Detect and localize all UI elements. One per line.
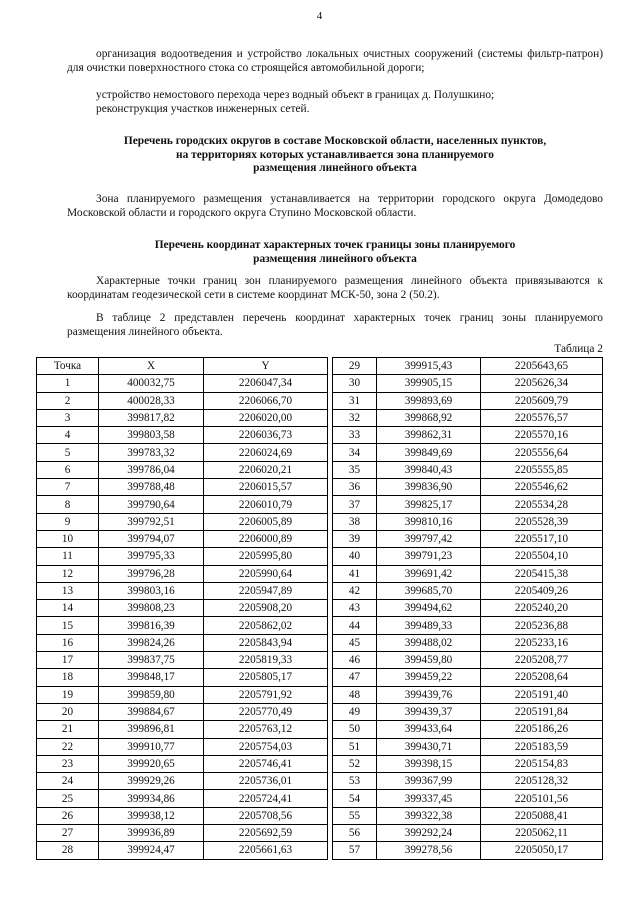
cell-x: 399433,64 [377,721,481,738]
table-row [333,634,603,651]
table-row [333,427,603,444]
cell-point: 35 [333,461,377,478]
cell-y: 2205409,26 [481,582,603,599]
table-row [37,617,328,634]
cell-point: 13 [37,582,99,599]
cell-point: 7 [37,479,99,496]
table-row [333,409,603,426]
table-row [333,652,603,669]
cell-x: 399685,70 [377,582,481,599]
cell-x: 399824,26 [99,634,204,651]
cell-x: 399934,86 [99,790,204,807]
cell-point: 42 [333,582,377,599]
cell-y: 2205191,84 [481,703,603,720]
cell-x: 399788,48 [99,479,204,496]
cell-y: 2205805,17 [204,669,328,686]
cell-y: 2205154,83 [481,755,603,772]
cell-point: 53 [333,773,377,790]
cell-x: 399494,62 [377,600,481,617]
cell-point: 27 [37,825,99,842]
cell-x: 399936,89 [99,825,204,842]
cell-y: 2205626,34 [481,375,603,392]
table-row [333,565,603,582]
table-row [37,825,328,842]
cell-y: 2206000,89 [204,530,328,547]
cell-x: 399816,39 [99,617,204,634]
cell-x: 399929,26 [99,773,204,790]
cell-y: 2205990,64 [204,565,328,582]
cell-point: 38 [333,513,377,530]
cell-x: 399786,04 [99,461,204,478]
cell-point: 44 [333,617,377,634]
cell-y: 2205770,49 [204,703,328,720]
cell-point: 41 [333,565,377,582]
cell-y: 2206010,79 [204,496,328,513]
table-row [37,652,328,669]
cell-point: 16 [37,634,99,651]
cell-x: 399920,65 [99,755,204,772]
cell-x: 399896,81 [99,721,204,738]
cell-x: 399868,92 [377,409,481,426]
table-row [37,807,328,824]
intro-item-drainage: организация водоотведения и устройство локальных очистных сооружений (системы фильтр-патрон) для очистки поверхностного стока со строящейся автомобильной дороги; [67,48,603,74]
cell-x: 399489,33 [377,617,481,634]
cell-y: 2205862,02 [204,617,328,634]
cell-y: 2205128,32 [481,773,603,790]
cell-point: 36 [333,479,377,496]
cell-point: 6 [37,461,99,478]
cell-point: 52 [333,755,377,772]
cell-y: 2205546,62 [481,479,603,496]
table-header-row [37,358,328,375]
table-row [333,358,603,375]
table-row [333,703,603,720]
cell-x: 399439,37 [377,703,481,720]
table-row [333,582,603,599]
table-row [333,686,603,703]
table-row [333,375,603,392]
cell-x: 399849,69 [377,444,481,461]
cell-y: 2205661,63 [204,842,328,859]
cell-point: 50 [333,721,377,738]
cell-y: 2205186,26 [481,721,603,738]
cell-point: 28 [37,842,99,859]
cell-y: 2205609,79 [481,392,603,409]
cell-y: 2206015,57 [204,479,328,496]
table-row [37,582,328,599]
table-row [37,842,328,859]
header-point: Точка [37,358,99,375]
table-row [37,427,328,444]
cell-point: 12 [37,565,99,582]
section2-paragraph-2: В таблице 2 представлен перечень координат характерных точек границ зоны планируемого размещения линейного объекта. [67,312,603,338]
cell-y: 2205843,94 [204,634,328,651]
cell-y: 2205947,89 [204,582,328,599]
table-row [333,738,603,755]
table-row [37,548,328,565]
cell-y: 2205528,39 [481,513,603,530]
cell-point: 39 [333,530,377,547]
cell-x: 399893,69 [377,392,481,409]
cell-point: 10 [37,530,99,547]
cell-point: 40 [333,548,377,565]
cell-point: 26 [37,807,99,824]
cell-x: 399797,42 [377,530,481,547]
table-row [333,461,603,478]
page-number: 4 [316,10,323,22]
cell-point: 2 [37,392,99,409]
cell-x: 399367,99 [377,773,481,790]
table-row [333,721,603,738]
cell-y: 2205555,85 [481,461,603,478]
cell-x: 399803,58 [99,427,204,444]
cell-y: 2205556,64 [481,444,603,461]
table-row [37,461,328,478]
cell-y: 2205708,56 [204,807,328,824]
cell-y: 2206047,34 [204,375,328,392]
cell-point: 32 [333,409,377,426]
cell-x: 399337,45 [377,790,481,807]
table-row [333,479,603,496]
cell-x: 399459,80 [377,652,481,669]
table-row [37,496,328,513]
cell-point: 20 [37,703,99,720]
cell-x: 399278,56 [377,842,481,859]
table-row [37,790,328,807]
table-row [333,669,603,686]
cell-x: 399292,24 [377,825,481,842]
cell-point: 5 [37,444,99,461]
cell-x: 399439,76 [377,686,481,703]
cell-point: 4 [37,427,99,444]
table-row [333,548,603,565]
table-row [333,825,603,842]
table-row [37,513,328,530]
table-row [37,755,328,772]
table-row [333,530,603,547]
cell-point: 14 [37,600,99,617]
cell-x: 399795,33 [99,548,204,565]
cell-x: 399915,43 [377,358,481,375]
table-row [37,686,328,703]
cell-y: 2205692,59 [204,825,328,842]
table-row [333,807,603,824]
cell-x: 399803,16 [99,582,204,599]
cell-y: 2205643,65 [481,358,603,375]
section1-heading-line: размещения линейного объекта [253,162,417,175]
cell-x: 399790,64 [99,496,204,513]
cell-y: 2206020,00 [204,409,328,426]
section1-text: Зона планируемого размещения устанавливается на территории городского округа Домодедово Московской области и городского округа Ступино Московской области. [67,193,603,219]
cell-y: 2205534,28 [481,496,603,513]
cell-x: 399840,43 [377,461,481,478]
table-row [37,565,328,582]
header-x: X [99,358,204,375]
section2-heading-line: размещения линейного объекта [253,252,417,265]
cell-point: 18 [37,669,99,686]
table-row [37,409,328,426]
cell-x: 399691,42 [377,565,481,582]
cell-point: 19 [37,686,99,703]
cell-y: 2205233,16 [481,634,603,651]
cell-point: 31 [333,392,377,409]
cell-x: 399792,51 [99,513,204,530]
cell-point: 1 [37,375,99,392]
cell-point: 54 [333,790,377,807]
cell-y: 2205050,17 [481,842,603,859]
table-row [333,842,603,859]
cell-y: 2206036,73 [204,427,328,444]
section2-paragraph-1: Характерные точки границ зон планируемого размещения линейного объекта привязываются к координатам геодезической сети в системе координат МСК-50, зона 2 (50.2). [67,275,603,301]
cell-x: 400032,75 [99,375,204,392]
cell-point: 11 [37,548,99,565]
cell-x: 400028,33 [99,392,204,409]
cell-y: 2205240,20 [481,600,603,617]
cell-x: 399783,32 [99,444,204,461]
table-row [333,513,603,530]
cell-x: 399862,31 [377,427,481,444]
cell-y: 2205908,20 [204,600,328,617]
cell-y: 2206024,69 [204,444,328,461]
table-row [333,773,603,790]
cell-point: 17 [37,652,99,669]
cell-point: 24 [37,773,99,790]
cell-x: 399796,28 [99,565,204,582]
cell-point: 29 [333,358,377,375]
table-caption: Таблица 2 [554,343,603,355]
table-row [37,444,328,461]
cell-point: 56 [333,825,377,842]
coordinates-table-left [36,357,328,860]
cell-y: 2205101,56 [481,790,603,807]
cell-point: 45 [333,634,377,651]
cell-y: 2205576,57 [481,409,603,426]
cell-y: 2205504,10 [481,548,603,565]
cell-y: 2205208,77 [481,652,603,669]
cell-point: 8 [37,496,99,513]
cell-point: 46 [333,652,377,669]
table-row [37,721,328,738]
cell-x: 399810,16 [377,513,481,530]
section2-heading [67,239,603,266]
cell-x: 399848,17 [99,669,204,686]
table-row [333,600,603,617]
cell-point: 30 [333,375,377,392]
table-row [333,444,603,461]
cell-x: 399924,47 [99,842,204,859]
cell-y: 2205736,01 [204,773,328,790]
cell-y: 2205763,12 [204,721,328,738]
cell-y: 2205415,38 [481,565,603,582]
cell-y: 2205570,16 [481,427,603,444]
table-row [333,392,603,409]
cell-point: 48 [333,686,377,703]
cell-x: 399430,71 [377,738,481,755]
cell-y: 2205791,92 [204,686,328,703]
cell-x: 399398,15 [377,755,481,772]
cell-x: 399808,23 [99,600,204,617]
cell-y: 2205995,80 [204,548,328,565]
cell-x: 399859,80 [99,686,204,703]
table-row [37,530,328,547]
cell-x: 399794,07 [99,530,204,547]
section1-heading-line: Перечень городских округов в составе Московской области, населенных пунктов, [123,135,547,147]
cell-point: 47 [333,669,377,686]
table-row [37,634,328,651]
table-row [37,773,328,790]
cell-x: 399938,12 [99,807,204,824]
cell-x: 399910,77 [99,738,204,755]
cell-y: 2205208,64 [481,669,603,686]
header-y: Y [204,358,328,375]
cell-x: 399825,17 [377,496,481,513]
cell-x: 399488,02 [377,634,481,651]
table-row [37,479,328,496]
cell-point: 22 [37,738,99,755]
cell-point: 49 [333,703,377,720]
cell-y: 2205724,41 [204,790,328,807]
table-row [37,600,328,617]
table-row [37,738,328,755]
cell-point: 9 [37,513,99,530]
cell-y: 2205746,41 [204,755,328,772]
table-row [333,617,603,634]
cell-y: 2205183,59 [481,738,603,755]
cell-point: 57 [333,842,377,859]
cell-point: 21 [37,721,99,738]
cell-point: 15 [37,617,99,634]
section1-heading-line: на территориях которых устанавливается зона планируемого [176,148,494,161]
coordinates-table-right [332,357,603,860]
cell-y: 2206066,70 [204,392,328,409]
table-row [37,392,328,409]
cell-x: 399459,22 [377,669,481,686]
cell-y: 2205062,11 [481,825,603,842]
cell-y: 2206020,21 [204,461,328,478]
cell-point: 33 [333,427,377,444]
table-row [37,669,328,686]
cell-point: 23 [37,755,99,772]
table-row [333,790,603,807]
cell-y: 2205236,88 [481,617,603,634]
intro-item-networks: реконструкция участков инженерных сетей. [96,103,310,115]
cell-y: 2206005,89 [204,513,328,530]
cell-x: 399817,82 [99,409,204,426]
section1-heading [67,135,603,176]
cell-y: 2205088,41 [481,807,603,824]
cell-point: 51 [333,738,377,755]
cell-y: 2205191,40 [481,686,603,703]
cell-point: 43 [333,600,377,617]
cell-point: 37 [333,496,377,513]
cell-point: 34 [333,444,377,461]
cell-point: 55 [333,807,377,824]
cell-x: 399836,90 [377,479,481,496]
table-row [37,375,328,392]
section2-heading-line: Перечень координат характерных точек границы зоны планируемого [154,239,516,251]
cell-y: 2205517,10 [481,530,603,547]
table-row [37,703,328,720]
intro-item-crossing: устройство немостового перехода через водный объект в границах д. Полушкино; [96,89,495,101]
cell-x: 399322,38 [377,807,481,824]
cell-x: 399905,15 [377,375,481,392]
cell-y: 2205819,33 [204,652,328,669]
cell-point: 25 [37,790,99,807]
table-row [333,496,603,513]
cell-x: 399837,75 [99,652,204,669]
cell-x: 399791,23 [377,548,481,565]
cell-x: 399884,67 [99,703,204,720]
table-row [333,755,603,772]
cell-point: 3 [37,409,99,426]
cell-y: 2205754,03 [204,738,328,755]
